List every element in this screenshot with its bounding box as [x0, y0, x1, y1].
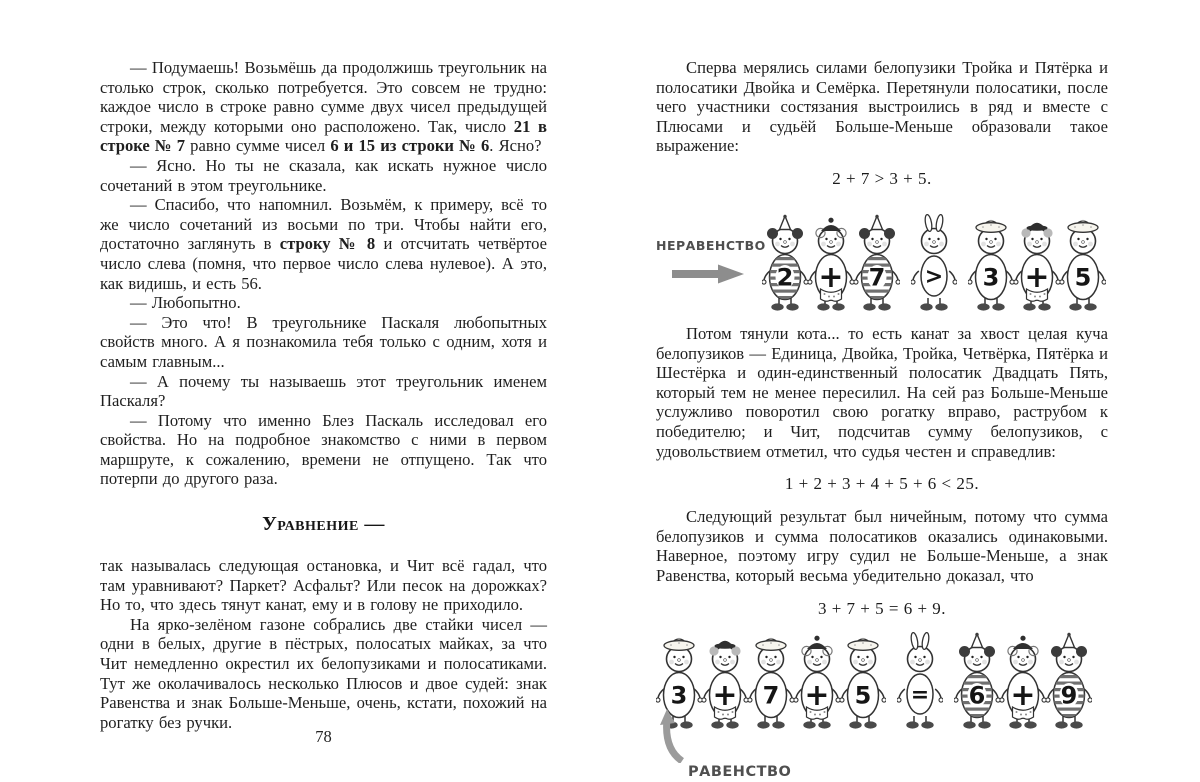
- text: равно сумме чисел: [185, 136, 331, 156]
- text: Следующий результат был ничейным, потому что сумма белопузиков и сумма полосатиков оказались одинаковыми. Наверное, поэтому игру судил не Больше-Меньше, а знак Равенства, который весьма убедительно доказал, что: [656, 507, 1108, 585]
- arrow-right-icon: [668, 263, 746, 290]
- svg-text:+: +: [1010, 677, 1036, 713]
- svg-text:3: 3: [670, 681, 688, 709]
- text: — Потому что именно Блез Паскаль исследовал его свойства. Но на подробное знакомство с ними в первом маршруте, к сожалению, времени не отпущено. Так что потерпи до другого раза.: [100, 410, 547, 489]
- bold-text: 21 в строке № 7: [100, 116, 547, 156]
- text: — Это что! В треугольнике Паскаля любопытных свойств много. А я познакомила тебя только с одним, хотя и самым главным...: [100, 312, 547, 371]
- paragraph: [100, 615, 547, 733]
- inequality-label: НЕРАВЕНСТВО: [656, 237, 766, 253]
- paragraph: [100, 372, 547, 411]
- character-5: [840, 632, 886, 732]
- section-heading: Уравнение —: [262, 513, 385, 536]
- character-5: [1060, 214, 1106, 314]
- math-formula: 1 + 2 + 3 + 4 + 5 + 6 < 25.: [784, 474, 980, 494]
- svg-text:7: 7: [868, 263, 886, 292]
- math-formula: 3 + 7 + 5 = 6 + 9.: [817, 598, 947, 618]
- paragraph: [656, 507, 1108, 585]
- svg-text:+: +: [818, 259, 844, 295]
- text: Потом тянули кота... то есть канат за хвост целая куча белопузиков — Единица, Двойка, Тройка, Четвёрка, Пятёрка и Шестёрка и один-единственный полосатик Двадцать Пять, который тем не менее пересилил. На сей раз Больше-Меньше услужливо поворотил свою рогатку вправо, раструбом к победителю; и Чит, подсчитав сумму белопузиков, с удовольствием отметил, что судья честен и справедлив:: [656, 323, 1108, 461]
- page-number: 78: [315, 727, 332, 746]
- character-+: [1014, 214, 1060, 314]
- text: — Любопытно.: [130, 293, 241, 313]
- character->: [911, 214, 957, 314]
- text: — Спасибо, что напомнил. Возьмём, к примеру, всё то же число сочетаний из восьми по три. Чтобы найти его, достаточно заглянуть в: [100, 195, 547, 254]
- svg-text:+: +: [804, 677, 830, 713]
- left-page: [100, 58, 547, 732]
- svg-text:3: 3: [982, 263, 1000, 292]
- svg-text:+: +: [1024, 259, 1050, 295]
- character-3: [968, 214, 1014, 314]
- inequality-label-block: [656, 214, 766, 314]
- paragraph: [100, 313, 547, 372]
- paragraph: [100, 556, 547, 615]
- character-+: [808, 214, 854, 314]
- text: Сперва мерялись силами белопузики Тройка и Пятёрка и полосатики Двойка и Семёрка. Перетянули полосатики, после чего участники состязания выстроились в ряд и вместе с Плюсами и судьёй Больше-Меньше образовали такое выражение:: [656, 58, 1108, 156]
- paragraph: [656, 324, 1108, 461]
- svg-text:>: >: [924, 264, 944, 290]
- equality-label: РАВЕНСТВО: [688, 763, 792, 780]
- text: На ярко-зелёном газоне собрались две стайки чисел — одни в белых, другие в пёстрых, полосатых майках, за что Чит немедленно окрестил их белопузиками и полосатиками. Тут же околачивалось несколько Плюсов и двое судей: знак Равенства и знак Больше-Меньше, очень, кстати, похожий на рогатку без ручки.: [100, 614, 547, 732]
- svg-text:9: 9: [1060, 681, 1078, 709]
- character-+: [702, 632, 748, 732]
- math-formula: 2 + 7 > 3 + 5.: [832, 168, 932, 188]
- svg-text:2: 2: [776, 263, 794, 292]
- text: — Подумаешь! Возьмёшь да продолжишь треугольник на столько строк, сколько потребуется. Это совсем не трудно: каждое число в строке равно сумме двух чисел предыдущей строки, между которыми оно расположено. Так, число: [100, 58, 547, 136]
- svg-text:5: 5: [1074, 263, 1092, 292]
- text: так называлась следующая остановка, и Чит всё гадал, что там уравнивают? Паркет? Асфальт? Или песок на дорожках? Но то, что здесь тянут канат, ему и в голову не приходило.: [100, 556, 547, 615]
- svg-text:6: 6: [968, 681, 986, 709]
- illustration-inequality: [656, 202, 1108, 314]
- character-+: [1000, 632, 1046, 732]
- character-=: [897, 632, 943, 732]
- paragraph: [100, 195, 547, 293]
- character-9: [1046, 632, 1092, 732]
- character-6: [954, 632, 1000, 732]
- svg-text:5: 5: [854, 681, 872, 709]
- text: — Ясно. Но ты не сказала, как искать нужное число сочетаний в этом треугольнике.: [100, 155, 547, 195]
- illustration-equality: [656, 632, 1108, 782]
- text: и отсчитать четвёртое число слева (помня, что первое число слева нулевое). А это, как видишь, и есть 56.: [100, 234, 547, 293]
- character-7: [854, 214, 900, 314]
- paragraph: [100, 156, 547, 195]
- right-page: [656, 58, 1108, 782]
- bold-text: 6 и 15 из строки № 6: [330, 136, 490, 156]
- paragraph: [100, 58, 547, 156]
- paragraph: [100, 411, 547, 489]
- svg-text:=: =: [910, 682, 930, 707]
- character-+: [794, 632, 840, 732]
- character-7: [748, 632, 794, 732]
- text: — А почему ты называешь этот треугольник именем Паскаля?: [100, 371, 547, 411]
- bold-text: строку № 8: [279, 234, 376, 254]
- arrow-curve-up-icon: [658, 707, 688, 768]
- paragraph: [656, 58, 1108, 156]
- character-2: [762, 214, 808, 314]
- text: . Ясно?: [489, 136, 542, 156]
- inequality-figures-row: [762, 214, 1106, 314]
- paragraph: [100, 293, 547, 313]
- equality-figures-row: [656, 632, 1092, 732]
- svg-text:+: +: [712, 677, 738, 713]
- svg-text:7: 7: [762, 681, 780, 709]
